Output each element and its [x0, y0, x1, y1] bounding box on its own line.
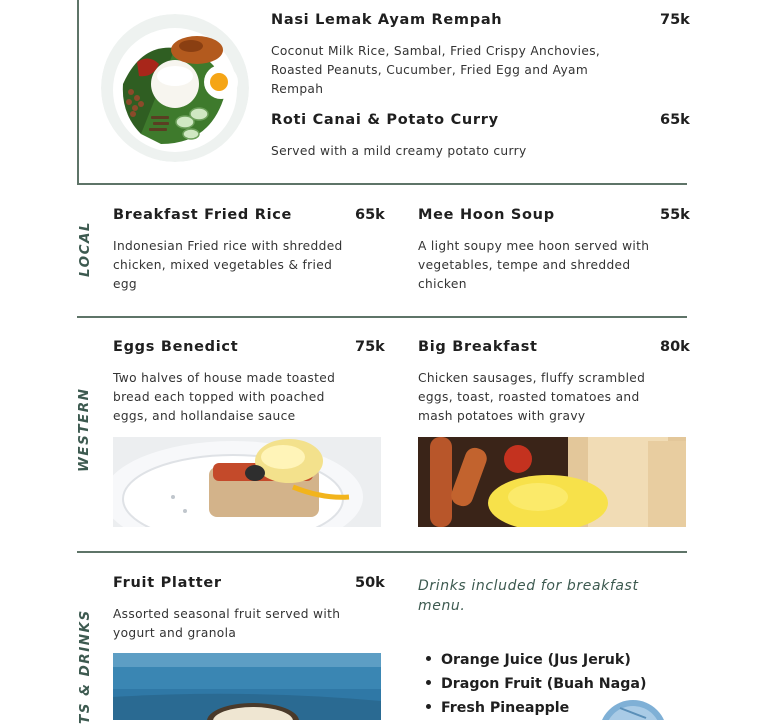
dish-description: A light soupy mee hoon served with vegetables, tempe and shredded chicken: [418, 239, 650, 292]
dish-price: 80k: [660, 339, 690, 355]
bullet-icon: [426, 704, 431, 709]
section-label-local: LOCAL: [77, 220, 93, 278]
section-label-western: WESTERN: [76, 387, 92, 472]
list-item: [418, 648, 646, 672]
dish-description: Served with a mild creamy potato curry: [271, 144, 527, 158]
drink-name: Dragon Fruit (Buah Naga): [441, 676, 647, 692]
dish-name: Fruit Platter: [113, 575, 222, 591]
dish-description: Coconut Milk Rice, Sambal, Fried Crispy Anchovies, Roasted Peanuts, Cucumber, Fried Egg and Ayam Rempah: [271, 44, 601, 97]
section-label-fruits-drinks: TS & DRINKS: [77, 609, 93, 724]
drinks-note: Drinks included for breakfast menu.: [418, 578, 639, 614]
featured-box-left-border: [77, 0, 79, 185]
big-breakfast-photo: [418, 437, 686, 527]
dish-price: 75k: [660, 12, 690, 28]
eggs-benedict-photo: [113, 437, 381, 527]
section-divider: [77, 316, 687, 318]
fruit-platter-photo: [113, 653, 381, 720]
list-item: [418, 672, 646, 696]
dish-price: 55k: [660, 207, 690, 223]
dish-description: Indonesian Fried rice with shredded chicken, mixed vegetables & fried egg: [113, 239, 343, 292]
dish-price: 65k: [355, 207, 385, 223]
dish-name: Roti Canai & Potato Curry: [271, 112, 499, 128]
dish-price: 65k: [660, 112, 690, 128]
section-divider: [77, 551, 687, 553]
drink-glass-photo: [598, 700, 668, 720]
bullet-icon: [426, 680, 431, 685]
nasi-lemak-photo: [101, 14, 249, 162]
dish-name: Big Breakfast: [418, 339, 538, 355]
dish-name: Breakfast Fried Rice: [113, 207, 293, 223]
dish-description: Assorted seasonal fruit served with yogurt and granola: [113, 607, 341, 641]
dish-name: Mee Hoon Soup: [418, 207, 555, 223]
dish-description: Chicken sausages, fluffy scrambled eggs, toast, roasted tomatoes and mash potatoes with gravy: [418, 371, 646, 424]
featured-box-bottom-border: [77, 183, 687, 185]
dish-price: 75k: [355, 339, 385, 355]
dish-price: 50k: [355, 575, 385, 591]
dish-name: Nasi Lemak Ayam Rempah: [271, 12, 503, 28]
dish-name: Eggs Benedict: [113, 339, 239, 355]
drink-name: Orange Juice (Jus Jeruk): [441, 652, 631, 668]
dish-description: Two halves of house made toasted bread each topped with poached eggs, and hollandaise sauce: [113, 371, 336, 424]
bullet-icon: [426, 656, 431, 661]
drink-name: Fresh Pineapple: [441, 700, 570, 716]
